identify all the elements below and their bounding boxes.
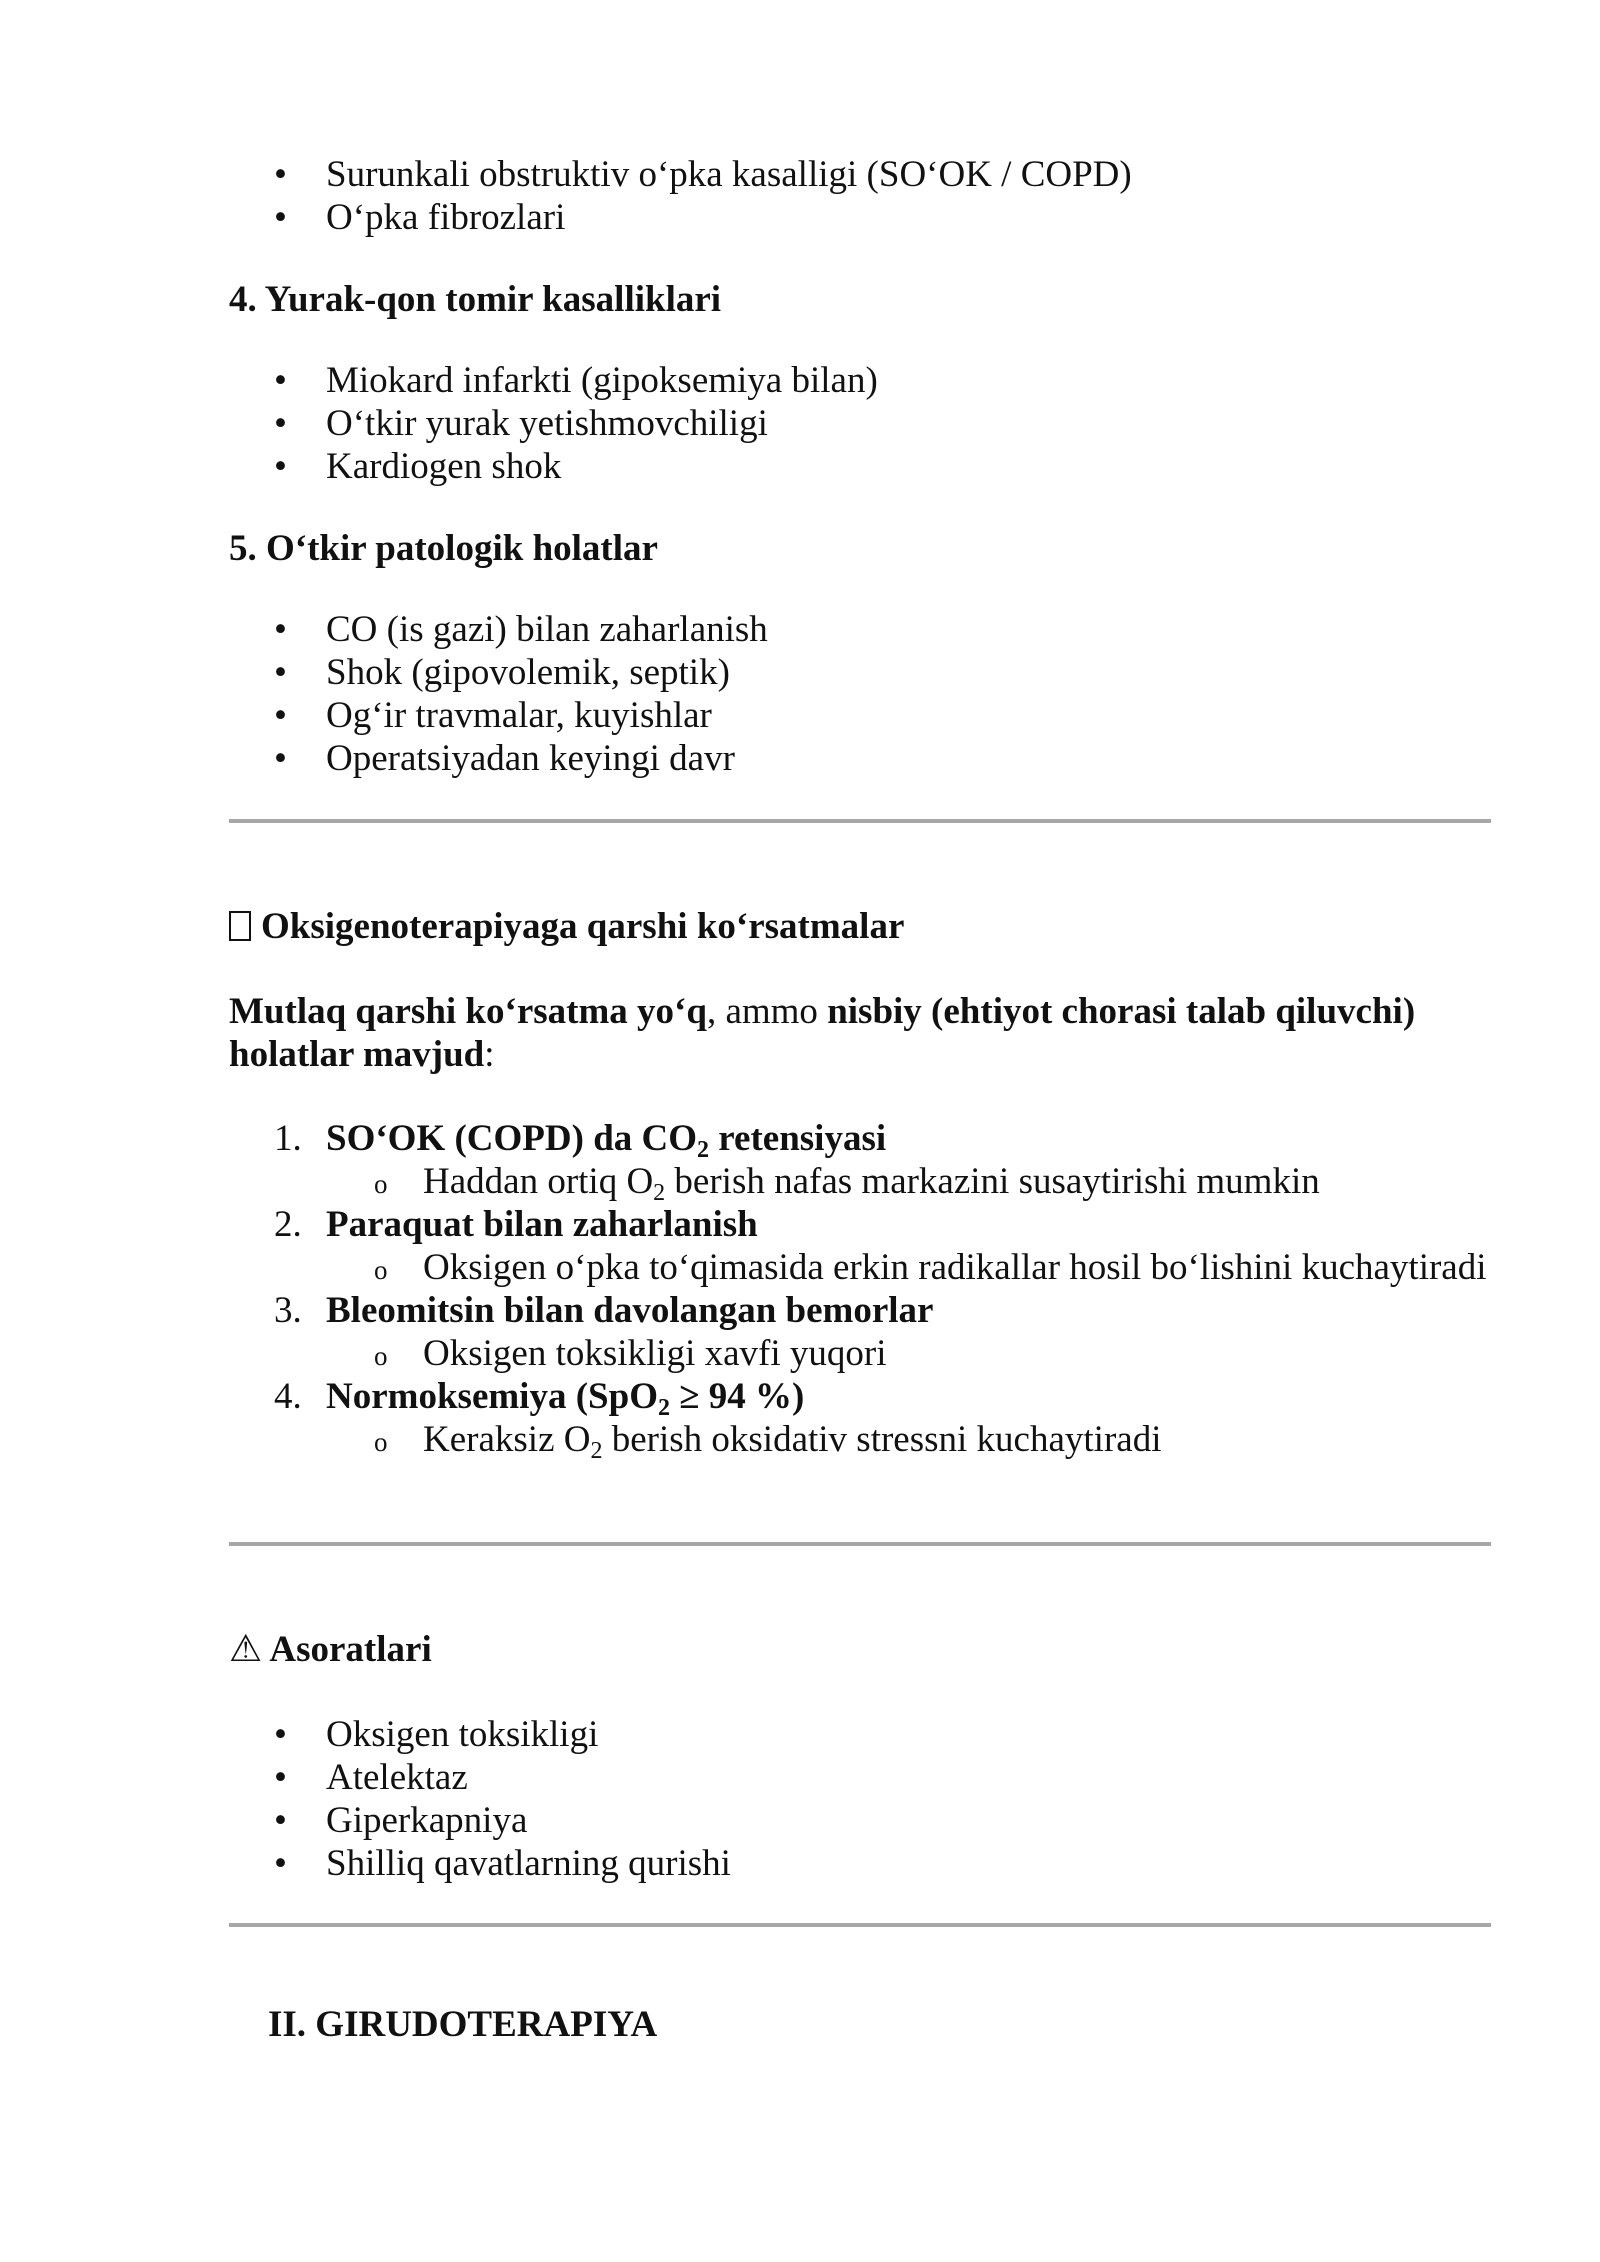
list-item: • Operatsiyadan keyingi davr	[0, 737, 1600, 780]
item-heading: SO‘OK (COPD) da $CO_2$ retensiyasi	[326, 1118, 887, 1163]
horizontal-divider	[229, 1923, 1491, 1927]
section-4-list	[0, 359, 1600, 488]
intro-mid: , ammo	[706, 991, 828, 1032]
sub-list	[0, 1160, 1600, 1206]
list-item: • Miokard infarkti (gipoksemiya bilan)	[0, 359, 1600, 402]
item-number: 1.	[274, 1118, 302, 1159]
sub-list-item: o Oksigen toksikligi xavfi yuqori	[0, 1332, 1600, 1375]
item-heading: Paraquat bilan zaharlanish	[326, 1204, 758, 1245]
list-item: • Shok (gipovolemik, septik)	[0, 651, 1600, 694]
horizontal-divider	[229, 1542, 1491, 1546]
list-item	[0, 1375, 1600, 1421]
section-5-list	[0, 608, 1600, 780]
horizontal-divider	[229, 819, 1491, 823]
complications-list	[0, 1713, 1600, 1885]
intro-bold-2: nisbiy (ehtiyot chorasi talab qiluvchi) holatlar mavjud	[229, 991, 1416, 1075]
list-item: • Og‘ir travmalar, kuyishlar	[0, 694, 1600, 737]
item-heading: Bleomitsin bilan davolangan bemorlar	[326, 1290, 934, 1331]
contraindications-title: Oksigenoterapiyaga qarshi ko‘rsatmalar	[261, 906, 905, 947]
list-item	[0, 1117, 1600, 1163]
list-item: • CO (is gazi) bilan zaharlanish	[0, 608, 1600, 651]
warning-icon: ⚠	[229, 1629, 263, 1670]
list-item: • Kardiogen shok	[0, 445, 1600, 488]
list-item: • Surunkali obstruktiv o‘pka kasalligi (SO‘OK / COPD)	[0, 153, 1600, 196]
intro-end: :	[484, 1034, 495, 1075]
list-item	[0, 1203, 1600, 1246]
list-item: • O‘tkir yurak yetishmovchiligi	[0, 402, 1600, 445]
section-heading: II. GIRUDOTERAPIYA	[268, 2004, 658, 2045]
list-item: • Atelektaz	[0, 1756, 1600, 1799]
contraindications-heading	[229, 905, 904, 948]
list-item	[0, 1289, 1600, 1332]
list-item: • Oksigen toksikligi	[0, 1713, 1600, 1756]
item-number: 3.	[274, 1290, 302, 1331]
complications-title: Asoratlari	[269, 1629, 432, 1670]
top-bullet-list	[0, 153, 1600, 239]
sub-list	[0, 1418, 1600, 1464]
list-item: • Giperkapniya	[0, 1799, 1600, 1842]
contraindications-intro	[229, 990, 1489, 1076]
complications-heading	[229, 1628, 432, 1671]
item-heading: Normoksemiya (SpO$_2$ ≥ 94 %)	[326, 1376, 805, 1421]
intro-bold-1: Mutlaq qarshi ko‘rsatma yo‘q	[229, 991, 707, 1032]
sub-list-item: o Keraksiz $O_2$ berish oksidativ stressni kuchaytiradi	[0, 1418, 1600, 1461]
sub-list-item: o Oksigen o‘pka to‘qimasida erkin radikallar hosil bo‘lishini kuchaytiradi	[0, 1246, 1600, 1289]
sub-list	[0, 1246, 1600, 1289]
sub-list	[0, 1332, 1600, 1375]
section-4-heading: 4. Yurak-qon tomir kasalliklari	[229, 279, 722, 320]
list-item: • Shilliq qavatlarning qurishi	[0, 1842, 1600, 1885]
contraindications-list	[0, 1117, 1600, 1464]
missing-glyph-icon	[229, 911, 251, 941]
item-number: 2.	[274, 1204, 302, 1245]
section-5-heading: 5. O‘tkir patologik holatlar	[229, 528, 658, 569]
item-number: 4.	[274, 1376, 302, 1417]
sub-list-item: o Haddan ortiq $O_2$ berish nafas markazini susaytirishi mumkin	[0, 1160, 1600, 1203]
list-item: • O‘pka fibrozlari	[0, 196, 1600, 239]
